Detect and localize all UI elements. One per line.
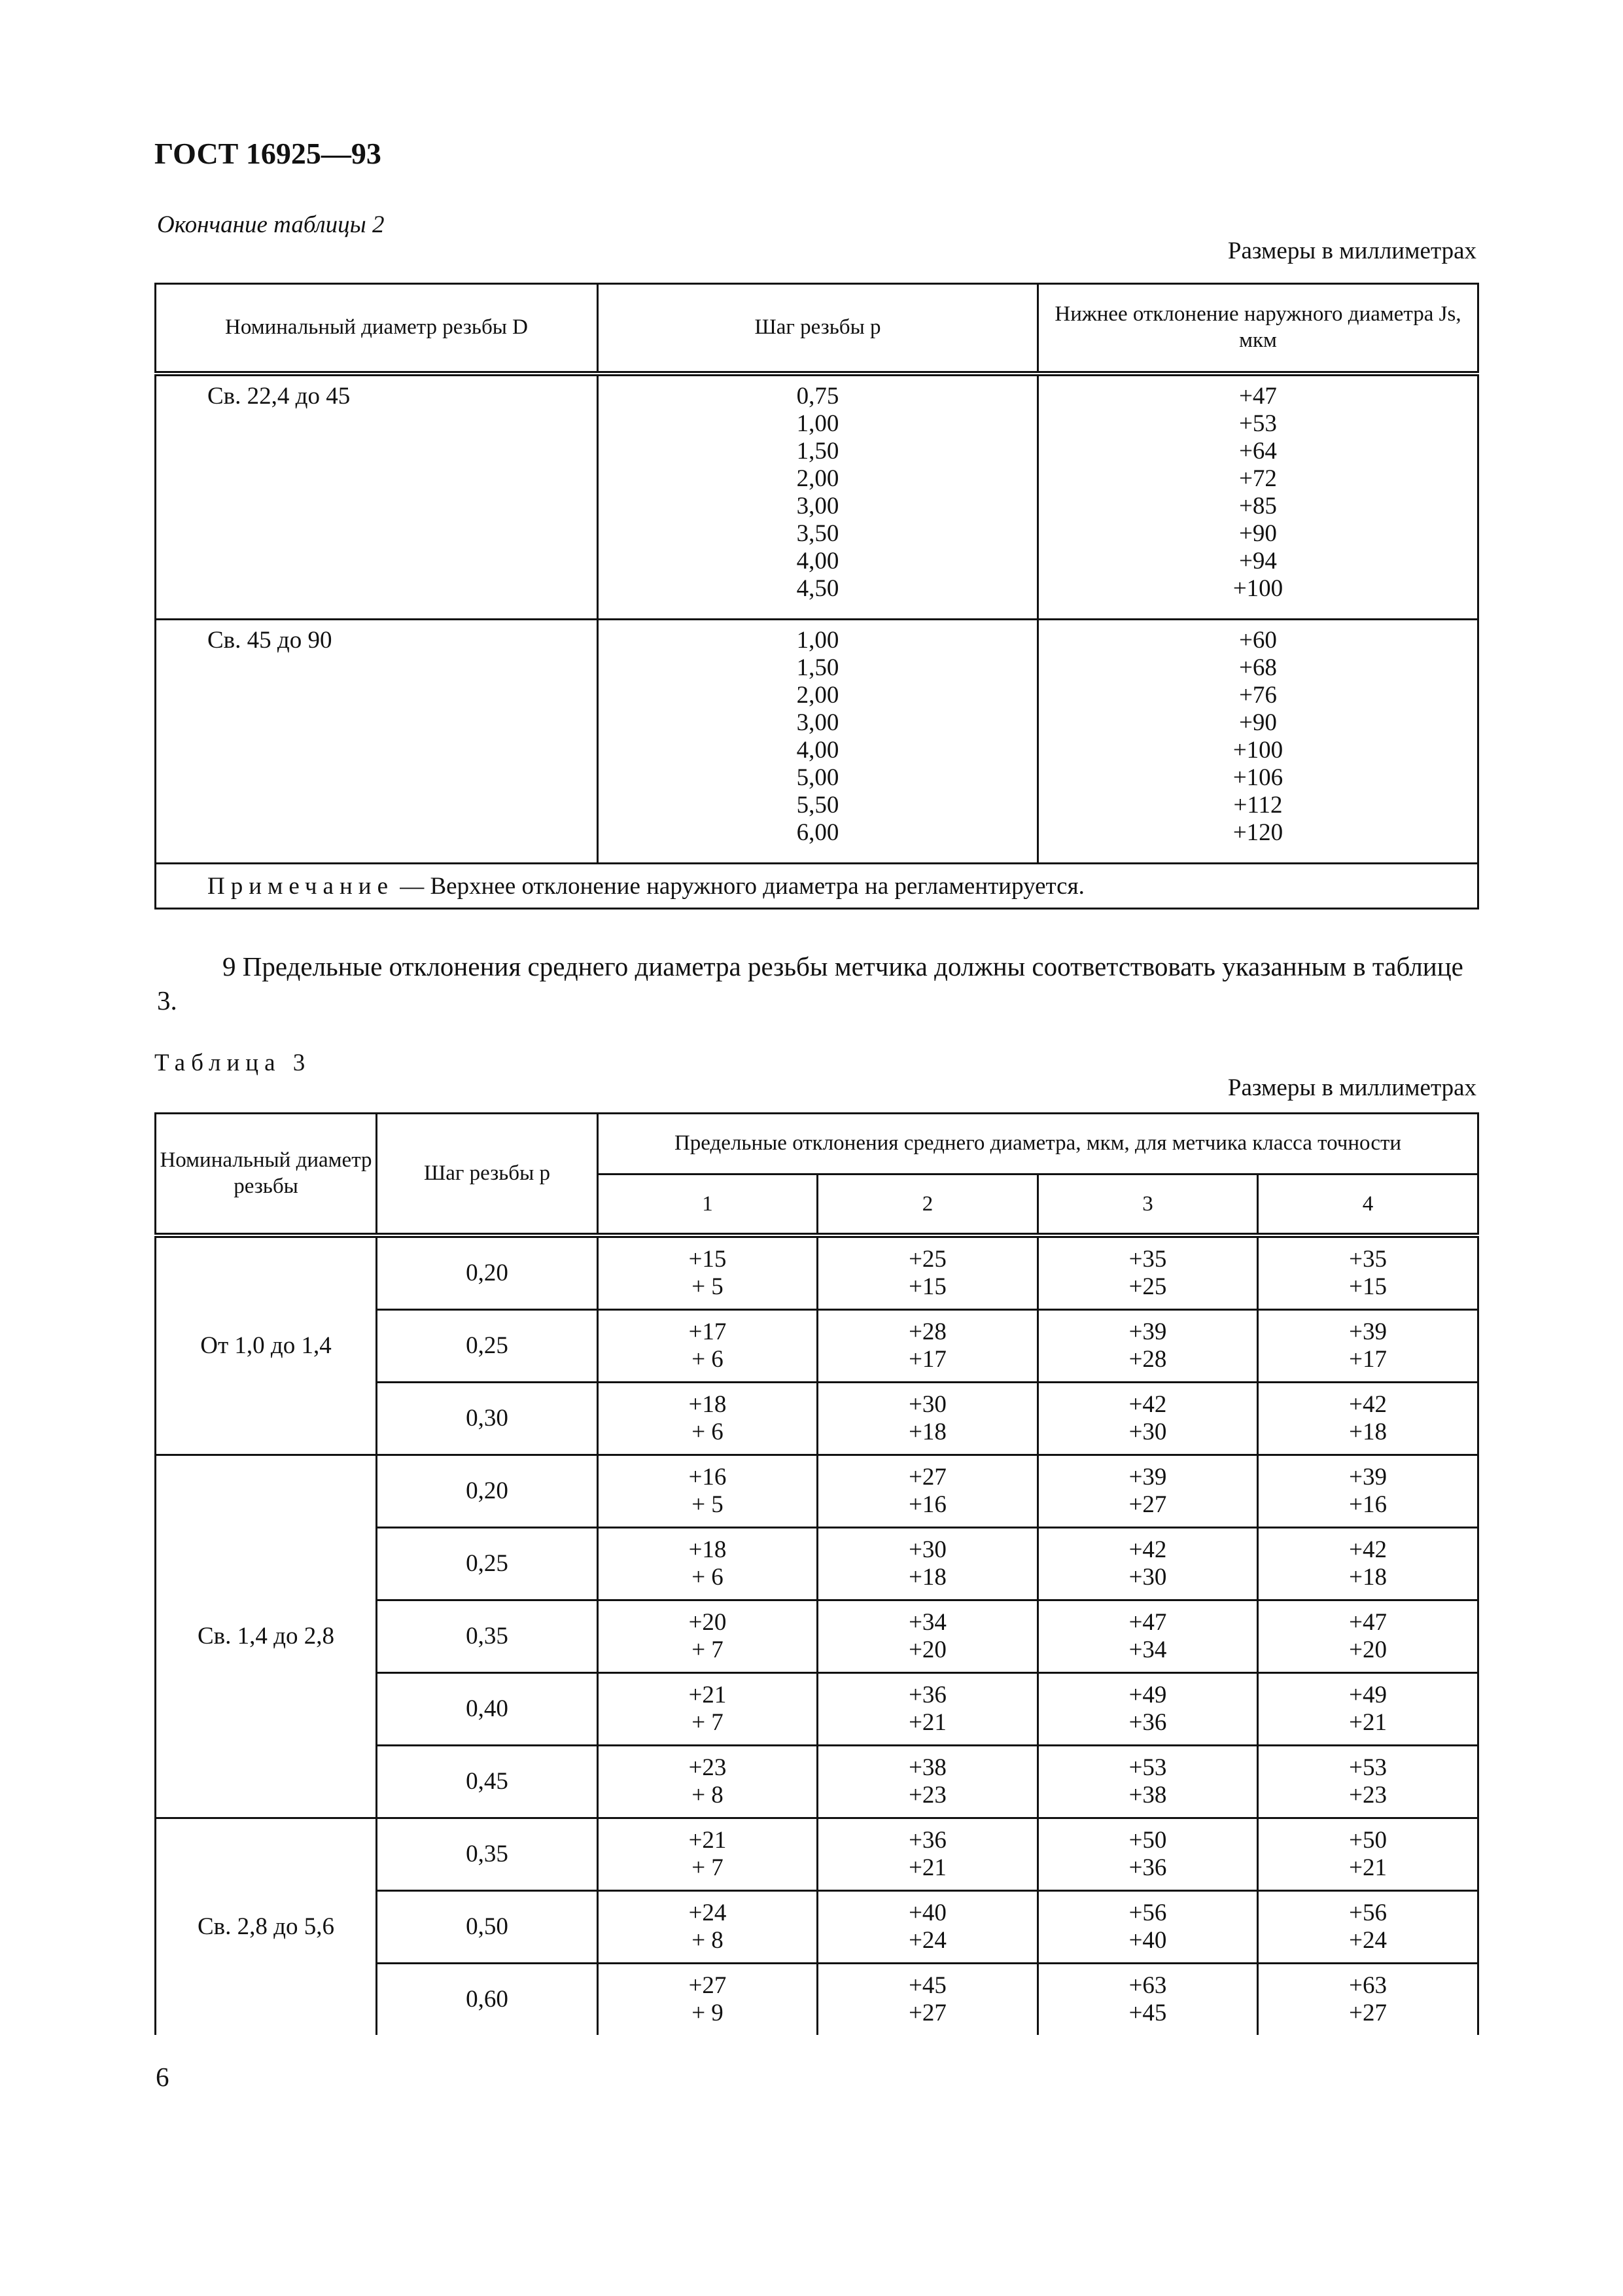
deviation-cell-class-1 [598,1310,818,1383]
deviation-value: +47 [1239,383,1277,410]
lower-deviation: + 7 [691,1636,724,1663]
lower-deviation: +45 [1128,2000,1167,2026]
deviation-cell-class-4 [1258,1310,1478,1383]
document-title: ГОСТ 16925—93 [154,137,381,170]
deviation-cell-class-3 [1038,1383,1258,1455]
deviation-value: +85 [1239,493,1277,520]
deviation-cell-class-1 [598,1455,818,1528]
upper-deviation: +36 [909,1827,947,1854]
pitch-value: 2,00 [796,682,839,709]
deviation-value: +112 [1233,792,1283,819]
upper-deviation: +30 [909,1391,947,1418]
upper-deviation: +34 [909,1609,947,1636]
pitch-cell: 0,60 [377,1964,598,2036]
table-3-caption: Таблица 3 [154,1050,311,1076]
pitch-list [598,374,1038,620]
lower-deviation: +36 [1128,1709,1167,1736]
lower-deviation: +21 [909,1854,947,1881]
upper-deviation: +45 [909,1972,947,1999]
lower-deviation: +27 [1128,1491,1167,1518]
upper-deviation: +20 [688,1609,727,1636]
deviation-value: +100 [1232,737,1283,764]
deviation-cell-class-1 [598,1600,818,1673]
table-row [156,374,1478,620]
header-deviations: Предельные отклонения среднего диаметра, мкм, для метчика класса точности [598,1114,1478,1174]
deviation-cell-class-4 [1258,1818,1478,1891]
lower-deviation: +21 [1349,1854,1387,1881]
deviation-list [1038,374,1478,620]
deviation-cell-class-1 [598,1528,818,1600]
table-note-row [156,864,1478,909]
lower-deviation: +16 [1349,1491,1387,1518]
header-class-3: 3 [1038,1174,1258,1236]
deviation-cell-class-3 [1038,1600,1258,1673]
table-2-continuation [154,283,1479,910]
diameter-cell: Св. 2,8 до 5,6 [156,1818,377,2036]
deviation-value: +72 [1239,465,1277,492]
upper-deviation: +18 [688,1536,727,1563]
lower-deviation: +21 [1349,1709,1387,1736]
lower-deviation: +27 [1349,2000,1387,2026]
lower-deviation: +15 [909,1273,947,1300]
upper-deviation: +21 [688,1682,727,1708]
deviation-cell-class-4 [1258,1528,1478,1600]
upper-deviation: +24 [688,1899,727,1926]
pitch-cell: 0,25 [377,1528,598,1600]
lower-deviation: +27 [909,2000,947,2026]
lower-deviation: + 7 [691,1709,724,1736]
upper-deviation: +63 [1349,1972,1387,1999]
table-3 [154,1112,1479,2035]
upper-deviation: +35 [1128,1246,1167,1273]
pitch-value: 1,50 [796,654,839,681]
upper-deviation: +28 [909,1318,947,1345]
lower-deviation: + 8 [691,1782,724,1809]
deviation-cell-class-1 [598,1891,818,1964]
upper-deviation: +18 [688,1391,727,1418]
upper-deviation: +49 [1128,1682,1167,1708]
deviation-cell-class-2 [818,1383,1038,1455]
deviation-cell-class-3 [1038,1455,1258,1528]
lower-deviation: +21 [909,1709,947,1736]
diameter-cell: Св. 45 до 90 [156,620,598,864]
upper-deviation: +50 [1128,1827,1167,1854]
table-row [156,1818,1478,1891]
pitch-cell: 0,20 [377,1455,598,1528]
lower-deviation: +17 [909,1346,947,1373]
upper-deviation: +42 [1128,1391,1167,1418]
pitch-value: 3,00 [796,493,839,520]
deviation-cell-class-4 [1258,1746,1478,1818]
upper-deviation: +47 [1128,1609,1167,1636]
deviation-cell-class-2 [818,1600,1038,1673]
deviation-value: +68 [1239,654,1277,681]
deviation-cell-class-4 [1258,1455,1478,1528]
pitch-value: 2,00 [796,465,839,492]
upper-deviation: +53 [1128,1754,1167,1781]
deviation-cell-class-1 [598,1746,818,1818]
deviation-cell-class-1 [598,1673,818,1746]
lower-deviation: + 6 [691,1346,724,1373]
diameter-cell: Св. 1,4 до 2,8 [156,1455,377,1818]
deviation-value: +90 [1239,520,1277,547]
pitch-cell: 0,20 [377,1235,598,1310]
upper-deviation: +39 [1349,1318,1387,1345]
deviation-cell-class-3 [1038,1818,1258,1891]
upper-deviation: +56 [1128,1899,1167,1926]
upper-deviation: +42 [1128,1536,1167,1563]
units-note: Размеры в миллиметрах [1227,1074,1476,1101]
upper-deviation: +30 [909,1536,947,1563]
deviation-cell-class-2 [818,1310,1038,1383]
lower-deviation: +18 [909,1419,947,1445]
units-note: Размеры в миллиметрах [1227,238,1476,264]
deviation-cell-class-3 [1038,1891,1258,1964]
diameter-cell: Св. 22,4 до 45 [156,374,598,620]
lower-deviation: +25 [1128,1273,1167,1300]
deviation-cell-class-2 [818,1964,1038,2036]
lower-deviation: +23 [1349,1782,1387,1809]
lower-deviation: +40 [1128,1927,1167,1954]
lower-deviation: +15 [1349,1273,1387,1300]
deviation-cell-class-1 [598,1383,818,1455]
upper-deviation: +42 [1349,1536,1387,1563]
deviation-cell-class-3 [1038,1310,1258,1383]
deviation-cell-class-3 [1038,1528,1258,1600]
lower-deviation: + 5 [691,1273,724,1300]
upper-deviation: +25 [909,1246,947,1273]
header-class-1: 1 [598,1174,818,1236]
table-continuation-caption: Окончание таблицы 2 [157,211,385,238]
pitch-value: 3,50 [796,520,839,547]
lower-deviation: +24 [1349,1927,1387,1954]
pitch-cell: 0,30 [377,1383,598,1455]
pitch-value: 1,50 [796,438,839,465]
lower-deviation: +30 [1128,1564,1167,1591]
deviation-cell-class-4 [1258,1673,1478,1746]
upper-deviation: +16 [688,1464,727,1491]
note-text: — Верхнее отклонение наружного диаметра на регламентируется. [394,872,1085,900]
upper-deviation: +39 [1128,1318,1167,1345]
upper-deviation: +21 [688,1827,727,1854]
lower-deviation: + 8 [691,1927,724,1954]
pitch-cell: 0,35 [377,1600,598,1673]
lower-deviation: +38 [1128,1782,1167,1809]
pitch-value: 1,00 [796,627,839,654]
lower-deviation: +17 [1349,1346,1387,1373]
deviation-value: +90 [1239,709,1277,736]
upper-deviation: +47 [1349,1609,1387,1636]
header-diameter: Номинальный диаметр резьбы [156,1114,377,1236]
header-pitch: Шаг резьбы p [598,284,1038,374]
upper-deviation: +17 [688,1318,727,1345]
table-header-row [156,1114,1478,1174]
deviation-value: +94 [1239,548,1277,574]
pitch-value: 3,00 [796,709,839,736]
upper-deviation: +40 [909,1899,947,1926]
pitch-value: 6,00 [796,819,839,846]
pitch-value: 4,50 [796,575,839,602]
pitch-value: 5,50 [796,792,839,819]
page-number: 6 [156,2062,169,2092]
lower-deviation: + 6 [691,1419,724,1445]
upper-deviation: +38 [909,1754,947,1781]
upper-deviation: +23 [688,1754,727,1781]
lower-deviation: +20 [909,1636,947,1663]
deviation-value: +60 [1239,627,1277,654]
deviation-cell-class-2 [818,1673,1038,1746]
pitch-value: 4,00 [796,548,839,574]
deviation-cell-class-4 [1258,1600,1478,1673]
pitch-value: 5,00 [796,764,839,791]
deviation-cell-class-1 [598,1818,818,1891]
pitch-cell: 0,35 [377,1818,598,1891]
upper-deviation: +27 [909,1464,947,1491]
lower-deviation: +20 [1349,1636,1387,1663]
lower-deviation: +24 [909,1927,947,1954]
deviation-cell-class-2 [818,1818,1038,1891]
lower-deviation: +18 [909,1564,947,1591]
lower-deviation: +28 [1128,1346,1167,1373]
header-pitch: Шаг резьбы p [377,1114,598,1236]
lower-deviation: +36 [1128,1854,1167,1881]
upper-deviation: +39 [1128,1464,1167,1491]
table-row [156,1235,1478,1310]
deviation-cell-class-2 [818,1528,1038,1600]
header-diameter: Номинальный диаметр резьбы D [156,284,598,374]
lower-deviation: +18 [1349,1564,1387,1591]
deviation-cell-class-3 [1038,1964,1258,2036]
lower-deviation: +23 [909,1782,947,1809]
lower-deviation: + 9 [691,2000,724,2026]
deviation-cell-class-2 [818,1891,1038,1964]
pitch-cell: 0,40 [377,1673,598,1746]
upper-deviation: +15 [688,1246,727,1273]
deviation-cell-class-3 [1038,1673,1258,1746]
header-deviation: Нижнее отклонение наружного диаметра Js, мкм [1038,284,1478,374]
pitch-cell: 0,25 [377,1310,598,1383]
deviation-cell-class-4 [1258,1891,1478,1964]
deviation-cell-class-2 [818,1455,1038,1528]
pitch-value: 4,00 [796,737,839,764]
lower-deviation: + 7 [691,1854,724,1881]
deviation-value: +120 [1232,819,1283,846]
upper-deviation: +36 [909,1682,947,1708]
pitch-cell: 0,50 [377,1891,598,1964]
deviation-value: +64 [1239,438,1277,465]
deviation-cell-class-4 [1258,1235,1478,1310]
upper-deviation: +63 [1128,1972,1167,1999]
lower-deviation: + 5 [691,1491,724,1518]
deviation-value: +106 [1232,764,1283,791]
deviation-value: +53 [1239,410,1277,437]
table-row [156,1455,1478,1528]
upper-deviation: +53 [1349,1754,1387,1781]
upper-deviation: +35 [1349,1246,1387,1273]
upper-deviation: +50 [1349,1827,1387,1854]
deviation-cell-class-4 [1258,1964,1478,2036]
lower-deviation: +34 [1128,1636,1167,1663]
lower-deviation: +18 [1349,1419,1387,1445]
note-label: Примечание [207,872,394,900]
deviation-cell-class-1 [598,1235,818,1310]
pitch-cell: 0,45 [377,1746,598,1818]
upper-deviation: +42 [1349,1391,1387,1418]
lower-deviation: + 6 [691,1564,724,1591]
pitch-list [598,620,1038,864]
pitch-value: 1,00 [796,410,839,437]
upper-deviation: +56 [1349,1899,1387,1926]
header-class-4: 4 [1258,1174,1478,1236]
deviation-cell-class-4 [1258,1383,1478,1455]
deviation-value: +76 [1239,682,1277,709]
pitch-value: 0,75 [796,383,839,410]
table-note [156,864,1478,909]
deviation-cell-class-2 [818,1235,1038,1310]
table-row [156,620,1478,864]
lower-deviation: +16 [909,1491,947,1518]
upper-deviation: +49 [1349,1682,1387,1708]
header-class-2: 2 [818,1174,1038,1236]
deviation-value: +100 [1232,575,1283,602]
deviation-cell-class-1 [598,1964,818,2036]
diameter-cell: От 1,0 до 1,4 [156,1235,377,1455]
deviation-cell-class-3 [1038,1235,1258,1310]
deviation-cell-class-2 [818,1746,1038,1818]
table-header-row [156,284,1478,374]
paragraph-9: 9 Предельные отклонения среднего диаметра резьбы метчика должны соответствовать указанным в таблице 3. [157,951,1463,1016]
upper-deviation: +39 [1349,1464,1387,1491]
deviation-list [1038,620,1478,864]
deviation-cell-class-3 [1038,1746,1258,1818]
lower-deviation: +30 [1128,1419,1167,1445]
upper-deviation: +27 [688,1972,727,1999]
